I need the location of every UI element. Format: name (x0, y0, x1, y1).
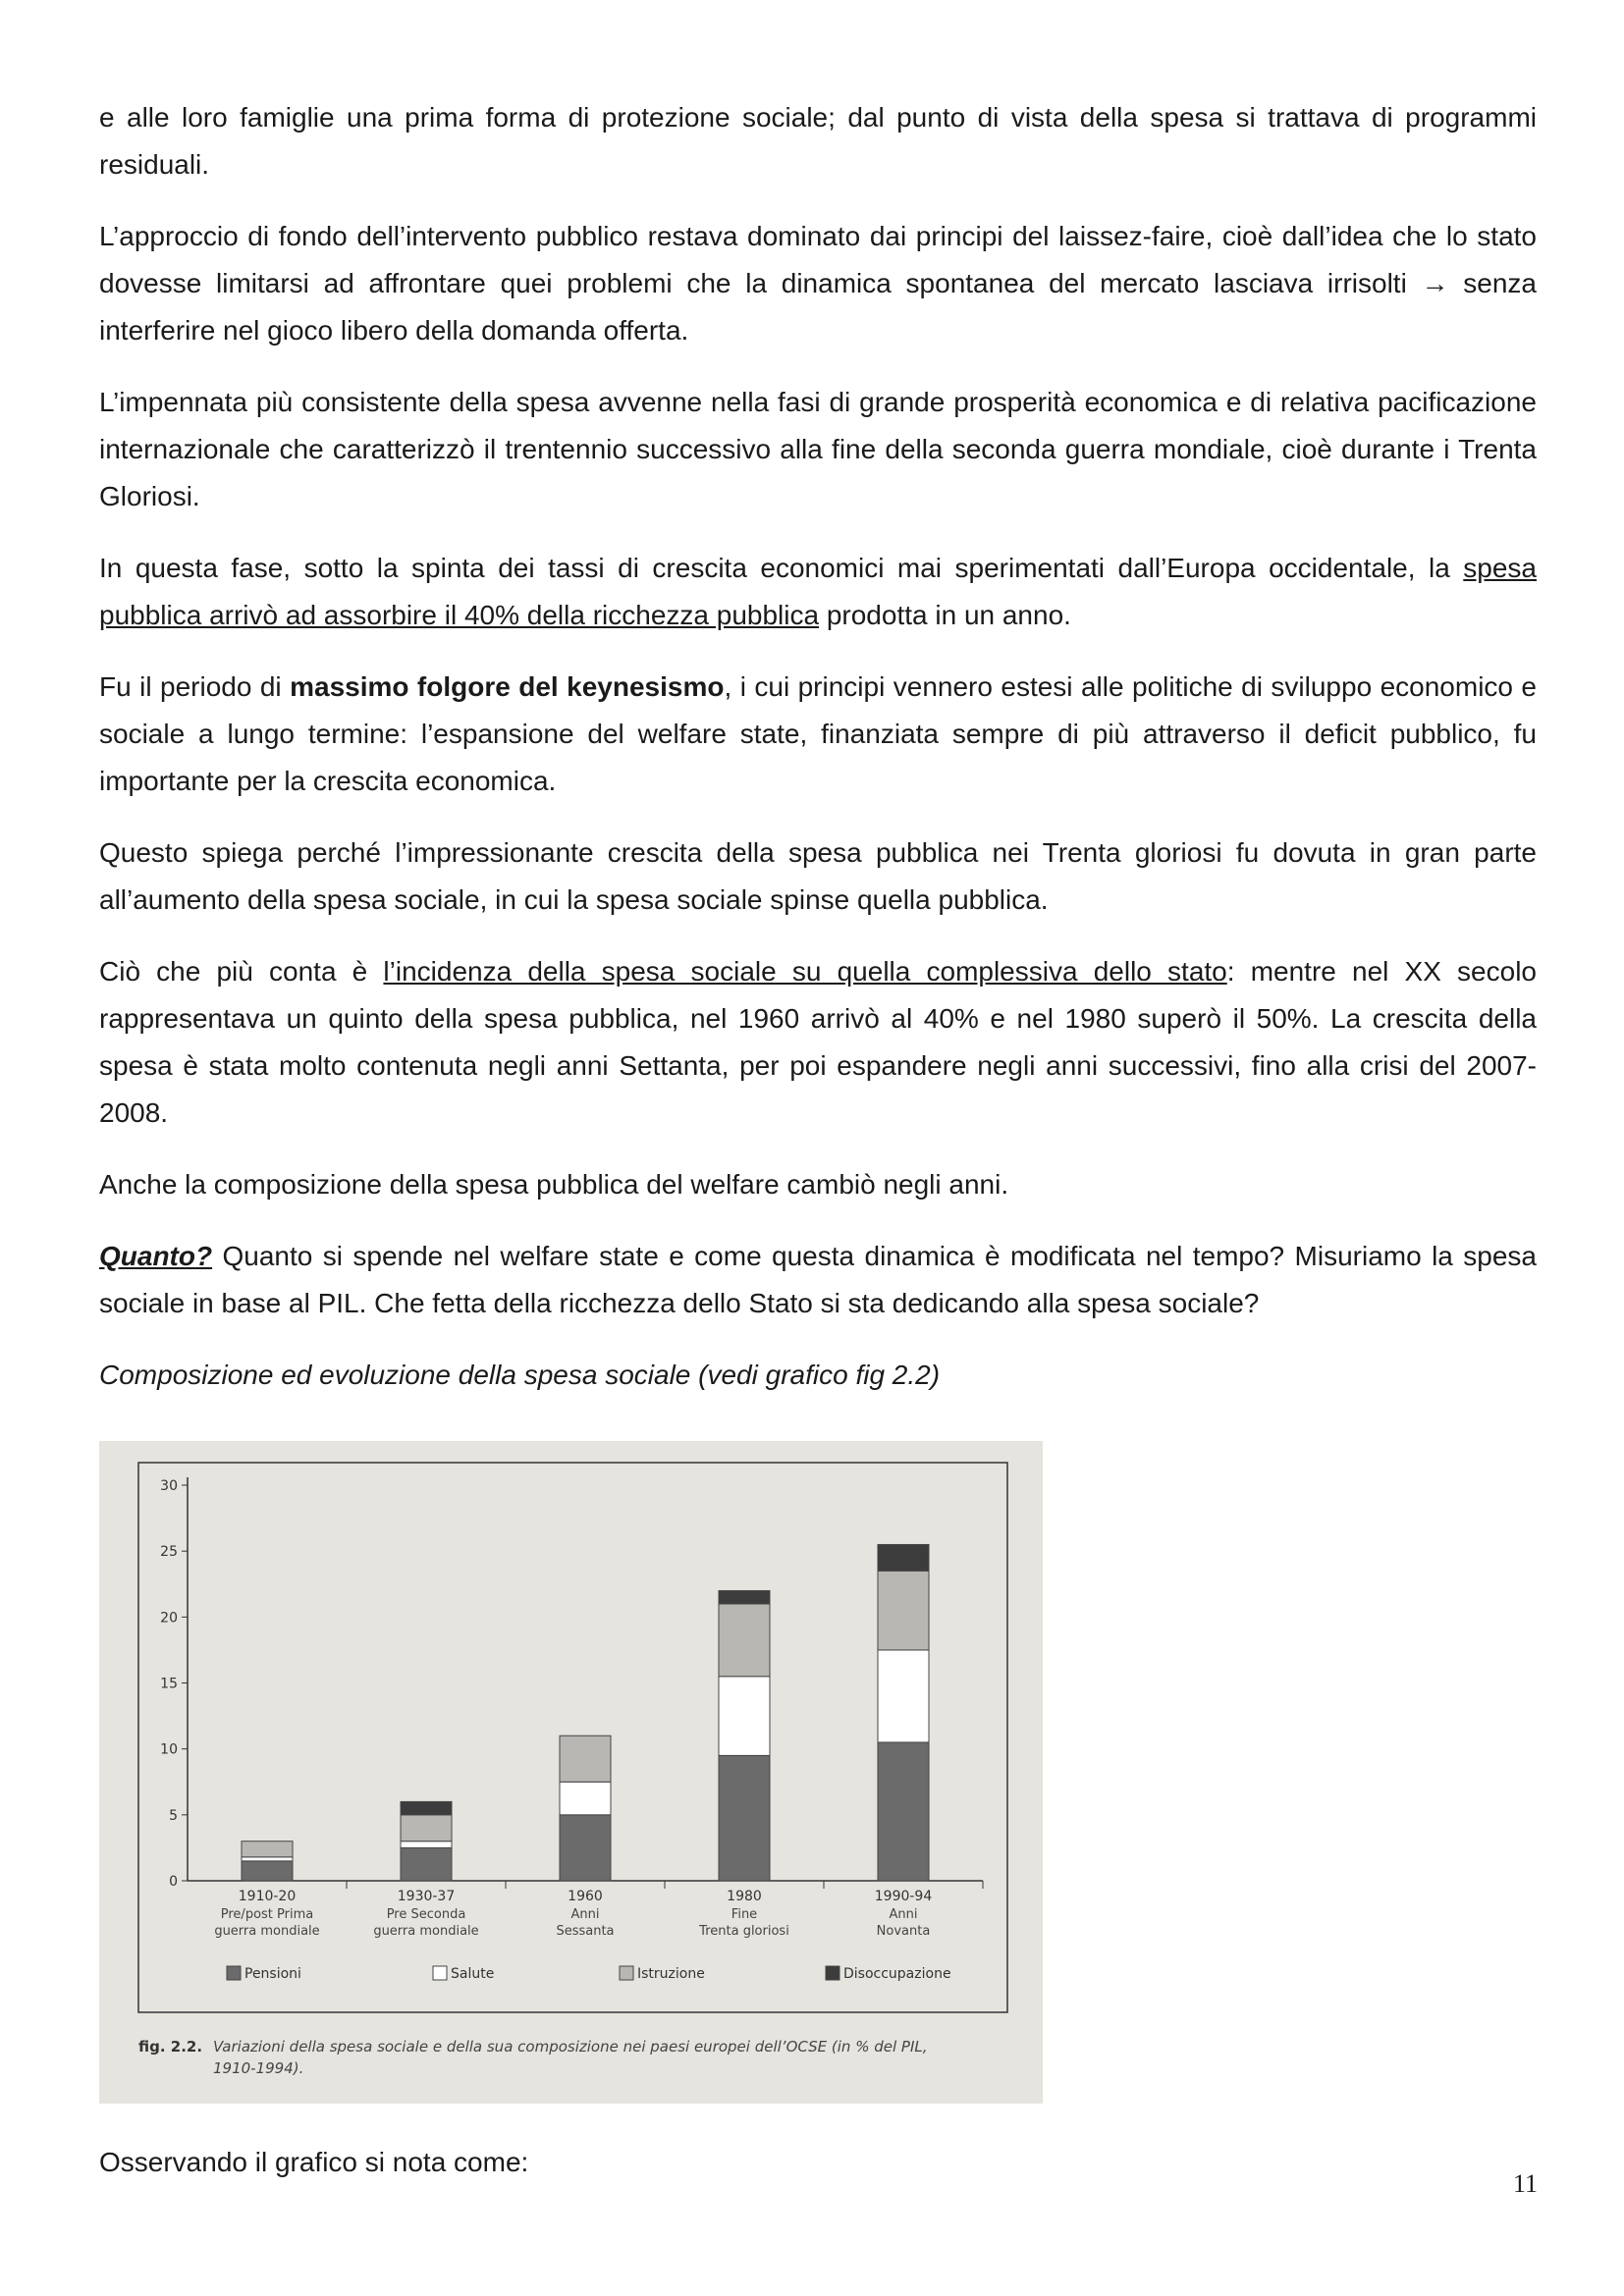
y-tick-label: 20 (160, 1610, 178, 1627)
after-figure-text: Osservando il grafico si nota come: (99, 2147, 529, 2177)
figure-caption-text: Variazioni della spesa sociale e della sua composizione nei paesi europei dell’OCSE (in % del PIL, (213, 2038, 928, 2056)
arrow-icon: → (1421, 268, 1449, 298)
paragraph-7: Ciò che più conta è l’incidenza della spesa sociale su quella complessiva dello stato: mentre nel XX secolo rappresentava un quinto della spesa pubblica, nel 1960 arrivò al 40% e nel 1980 superò il 50%. La crescita della spesa è stata molto contenuta negli anni Settanta, per poi espandere negli anni successivi, fino alla crisi del 2007-2008. (99, 956, 1537, 1128)
legend-label-istruzione: Istruzione (637, 1966, 705, 1982)
x-category-sublabel: Anni (570, 1907, 600, 1922)
bar-segment-pensioni (878, 1742, 929, 1881)
x-category-sublabel: guerra mondiale (373, 1924, 479, 1939)
bar-segment-disoccupazione (401, 1801, 452, 1814)
legend-swatch-istruzione (620, 1966, 633, 1980)
paragraph-3: L’impennata più consistente della spesa avvenne nella fasi di grande prosperità economica e di relativa pacificazione internazionale che caratterizzò il trentennio successivo alla fine della seconda guerra mondiale, cioè durante i Trenta Gloriosi. (99, 387, 1537, 511)
bar-segment-pensioni (401, 1847, 452, 1881)
paragraph-4: In questa fase, sotto la spinta dei tassi di crescita economici mai sperimentati dall’Europa occidentale, la spesa pubblica arrivò ad assorbire il 40% della ricchezza pubblica prodotta in un anno. (99, 553, 1537, 630)
x-category-sublabel: Novanta (876, 1924, 931, 1939)
bar-segment-istruzione (719, 1604, 770, 1677)
figure-intro: Composizione ed evoluzione della spesa sociale (vedi grafico fig 2.2) (99, 1360, 941, 1390)
paragraph-1: e alle loro famiglie una prima forma di protezione sociale; dal punto di vista della spesa si trattava di programmi residuali. (99, 102, 1537, 180)
bar-segment-disoccupazione (878, 1544, 929, 1571)
legend-label-disoccupazione: Disoccupazione (843, 1966, 951, 1982)
bar-segment-pensioni (719, 1755, 770, 1881)
bar-segment-istruzione (878, 1571, 929, 1650)
x-tick-label: 1910-20 (238, 1889, 297, 1904)
bar-segment-salute (242, 1857, 293, 1861)
legend-label-pensioni: Pensioni (244, 1966, 301, 1982)
x-tick-label: 1960 (568, 1889, 603, 1904)
x-tick-label: 1980 (727, 1889, 762, 1904)
figure-2-2 (99, 1441, 1043, 2104)
bar-segment-salute (401, 1842, 452, 1848)
x-category-sublabel: guerra mondiale (214, 1924, 320, 1939)
paragraph-2: L’approccio di fondo dell’intervento pubblico restava dominato dai principi del laissez-faire, cioè dall’idea che lo stato dovesse limitarsi ad affrontare quei problemi che la dinamica spontanea del mercato lasciava irrisolti → senza interferire nel gioco libero della domanda offerta. (99, 221, 1537, 346)
bar-segment-pensioni (560, 1815, 611, 1881)
bar-segment-disoccupazione (719, 1590, 770, 1603)
bar-segment-salute (560, 1782, 611, 1815)
legend-swatch-salute (433, 1966, 447, 1980)
x-category-sublabel: Pre Seconda (386, 1907, 466, 1922)
y-tick-label: 10 (160, 1741, 178, 1758)
legend-swatch-pensioni (227, 1966, 241, 1980)
y-tick-label: 30 (160, 1478, 178, 1494)
bar-segment-istruzione (242, 1842, 293, 1857)
x-category-sublabel: Fine (731, 1907, 758, 1922)
bar-segment-salute (878, 1650, 929, 1742)
paragraph-8: Anche la composizione della spesa pubblica del welfare cambiò negli anni. (99, 1169, 1009, 1200)
figure-caption-text-2: 1910-1994). (213, 2059, 304, 2077)
x-tick-label: 1990-94 (874, 1889, 933, 1904)
y-tick-label: 0 (169, 1874, 178, 1890)
page-number: 11 (1512, 2169, 1538, 2198)
paragraph-9: Quanto? Quanto si spende nel welfare state e come questa dinamica è modificata nel tempo? Misuriamo la spesa sociale in base al PIL. Che fetta della ricchezza dello Stato si sta dedicando alla spesa sociale? (99, 1241, 1537, 1318)
y-tick-label: 5 (169, 1807, 178, 1824)
y-tick-label: 25 (160, 1544, 178, 1561)
x-category-sublabel: Anni (889, 1907, 918, 1922)
paragraph-6: Questo spiega perché l’impressionante crescita della spesa pubblica nei Trenta gloriosi fu dovuta in gran parte all’aumento della spesa sociale, in cui la spesa sociale spinse quella pubblica. (99, 837, 1537, 915)
legend-label-salute: Salute (451, 1966, 495, 1982)
quanto-label: Quanto? (99, 1241, 213, 1271)
x-category-sublabel: Trenta gloriosi (699, 1924, 789, 1939)
bar-segment-istruzione (560, 1735, 611, 1782)
y-tick-label: 15 (160, 1676, 178, 1692)
legend-swatch-disoccupazione (826, 1966, 839, 1980)
bar-segment-pensioni (242, 1861, 293, 1881)
bar-segment-salute (719, 1677, 770, 1756)
figure-caption-label: fig. 2.2. (138, 2038, 203, 2056)
bar-segment-istruzione (401, 1815, 452, 1842)
paragraph-5: Fu il periodo di massimo folgore del keynesismo, i cui principi vennero estesi alle politiche di sviluppo economico e sociale a lungo termine: l’espansione del welfare state, finanziata sempre di più attraverso il deficit pubblico, fu importante per la crescita economica. (99, 671, 1538, 796)
body-text (99, 94, 1537, 1423)
x-tick-label: 1930-37 (397, 1889, 456, 1904)
stacked-bar-chart (99, 1441, 1043, 2104)
x-category-sublabel: Pre/post Prima (220, 1907, 314, 1922)
x-category-sublabel: Sessanta (556, 1924, 615, 1939)
